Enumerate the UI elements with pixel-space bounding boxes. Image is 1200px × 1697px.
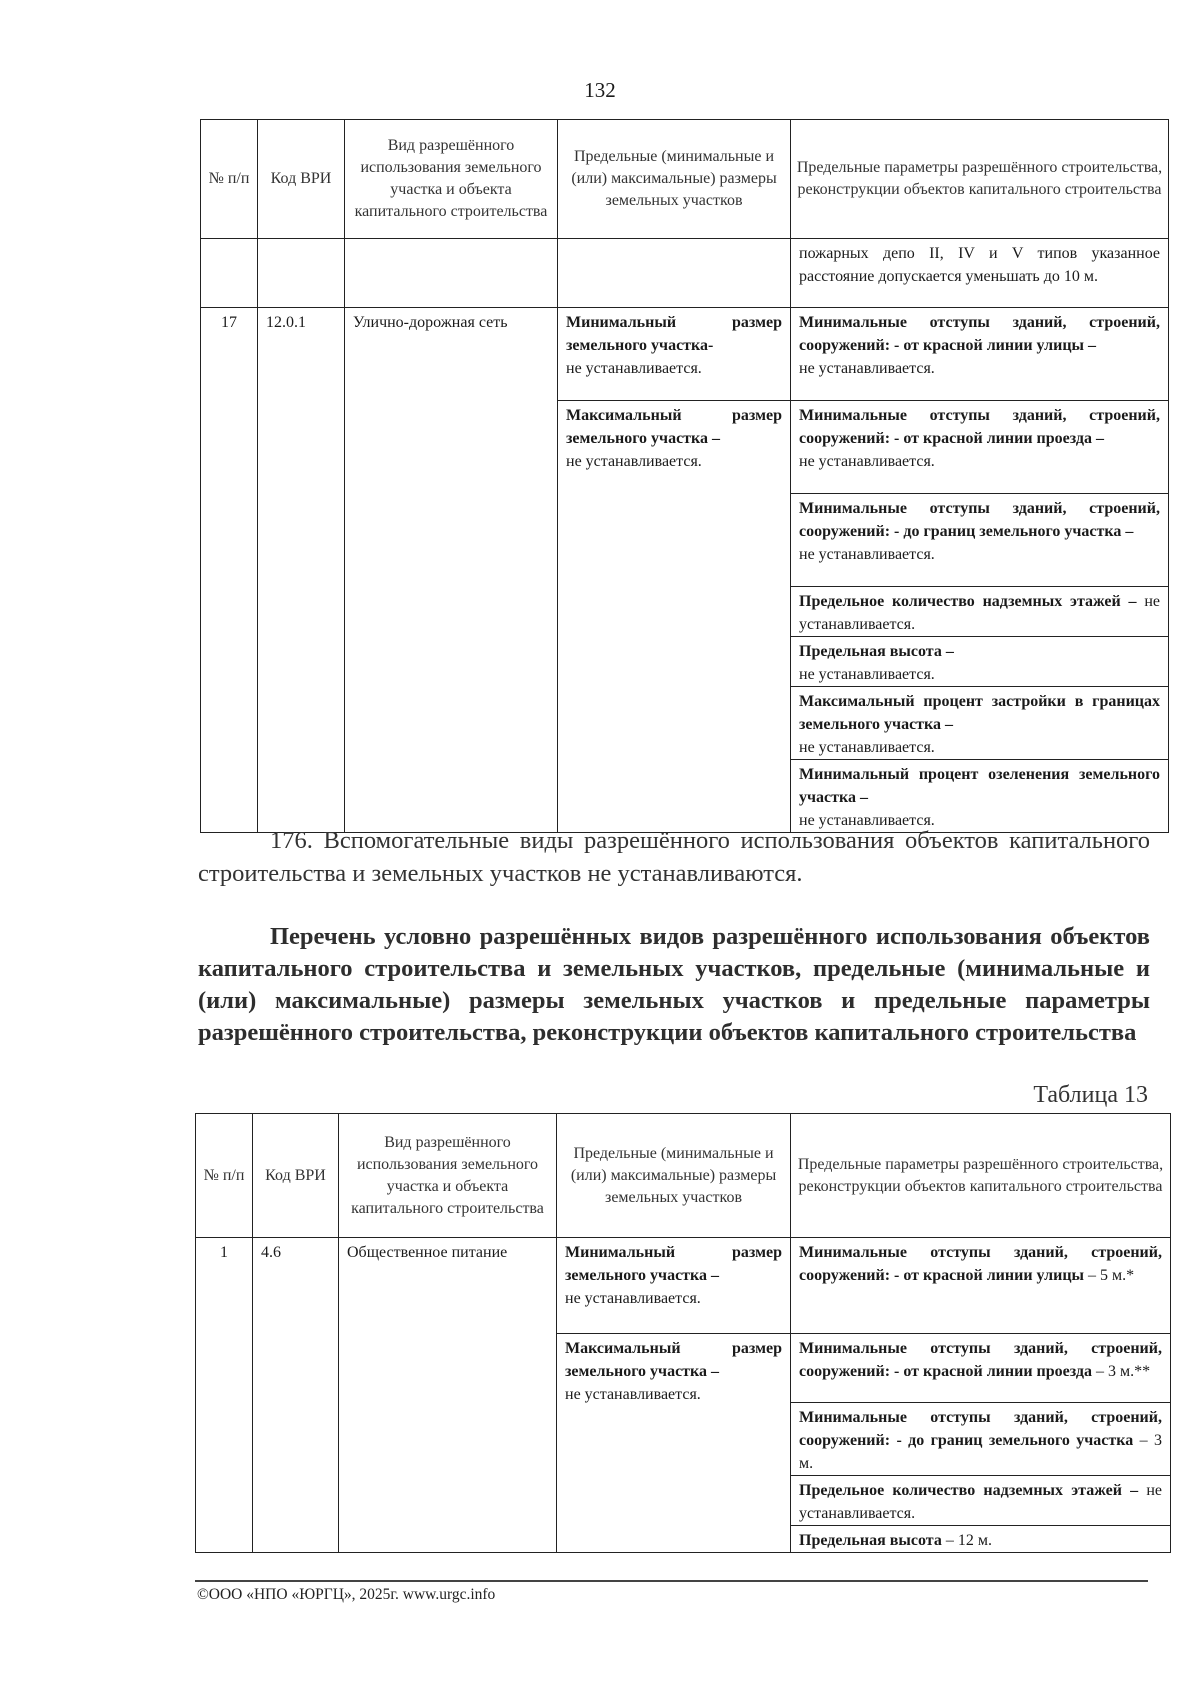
min-size-label: Минимальный размер земельного участка- xyxy=(566,314,782,354)
row-number: 17 xyxy=(201,308,258,833)
cell-empty xyxy=(201,239,258,308)
param-label: Минимальные отступы зданий, строений, сооружений: - от красной линии проезда – xyxy=(799,407,1160,447)
max-size-label: Максимальный размер земельного участка – xyxy=(565,1340,782,1380)
param-cell xyxy=(791,760,1169,833)
continuation-text: пожарных депо II, IV и V типов указанное расстояние допускается уменьшать до 10 м. xyxy=(791,239,1169,308)
col-header-num: № п/п xyxy=(201,120,258,239)
param-value: – 12 м. xyxy=(945,1532,992,1549)
param-label: Минимальные отступы зданий, строений, сооружений: - от красной линии проезда xyxy=(799,1340,1162,1380)
table-header-row xyxy=(201,120,1169,239)
table-header-row xyxy=(196,1114,1171,1238)
param-cell xyxy=(791,308,1169,401)
col-header-code: Код ВРИ xyxy=(253,1114,339,1238)
col-header-code: Код ВРИ xyxy=(258,120,345,239)
col-header-kind: Вид разрешённого использования земельного участка и объекта капитального строительства xyxy=(339,1114,557,1238)
param-cell xyxy=(791,1334,1171,1403)
param-value: не устанавливается. xyxy=(799,546,935,563)
param-value: – 3 м. xyxy=(799,1432,1163,1472)
col-header-kind: Вид разрешённого использования земельного участка и объекта капитального строительства xyxy=(345,120,558,239)
row-code: 4.6 xyxy=(253,1238,339,1553)
section-heading: Перечень условно разрешённых видов разрешённого использования объектов капитального строительства и земельных участков, предельные (минимальные и (или) максимальные) размеры земельных участков и предельные параметры разрешённого строительства, реконструкции объектов капитального строительства xyxy=(198,923,1150,1046)
param-value: не устанавливается. xyxy=(799,666,935,683)
param-cell xyxy=(791,1476,1171,1526)
min-size-label: Минимальный размер земельного участка – xyxy=(565,1244,782,1284)
param-label: Предельное количество надземных этажей – xyxy=(799,1482,1139,1499)
param-cell xyxy=(791,1238,1171,1334)
param-cell xyxy=(791,687,1169,760)
param-value: не устанавливается. xyxy=(799,453,935,470)
max-size-cell xyxy=(558,401,791,833)
param-label: Минимальный процент озеленения земельного участка – xyxy=(799,766,1160,806)
param-cell xyxy=(791,401,1169,494)
table-13 xyxy=(195,1113,1171,1553)
paragraph-176: 176. Вспомогательные виды разрешённого использования объектов капитального строительства и земельных участков не устанавливаются. xyxy=(198,827,1150,887)
param-value: – 3 м.** xyxy=(1096,1363,1151,1380)
min-size-cell xyxy=(558,308,791,401)
param-cell xyxy=(791,1403,1171,1476)
cell-empty xyxy=(258,239,345,308)
col-header-params: Предельные параметры разрешённого строительства, реконструкции объектов капитального строительства xyxy=(791,1114,1171,1238)
max-size-value: не устанавливается. xyxy=(565,1386,701,1403)
cell-empty xyxy=(558,239,791,308)
cell-empty xyxy=(345,239,558,308)
table-row-continuation xyxy=(201,239,1169,308)
col-header-sizes: Предельные (минимальные и (или) максимальные) размеры земельных участков xyxy=(558,120,791,239)
col-header-sizes: Предельные (минимальные и (или) максимальные) размеры земельных участков xyxy=(557,1114,791,1238)
param-label: Минимальные отступы зданий, строений, сооружений: - до границ земельного участка xyxy=(799,1409,1162,1449)
page-number: 132 xyxy=(584,78,616,102)
param-value: не устанавливается. xyxy=(799,739,935,756)
table-continuation xyxy=(200,119,1169,833)
row-kind-name: Общественное питание xyxy=(339,1238,557,1553)
param-label: Минимальные отступы зданий, строений, сооружений: - от красной линии улицы xyxy=(799,1244,1162,1284)
footer-divider xyxy=(195,1580,1148,1582)
min-size-cell xyxy=(557,1238,791,1334)
min-size-value: не устанавливается. xyxy=(566,360,702,377)
row-number: 1 xyxy=(196,1238,253,1553)
param-label: Максимальный процент застройки в границах земельного участка – xyxy=(799,693,1160,733)
param-label: Предельное количество надземных этажей – xyxy=(799,593,1137,610)
col-header-params: Предельные параметры разрешённого строительства, реконструкции объектов капитального строительства xyxy=(791,120,1169,239)
row-kind-name: Улично-дорожная сеть xyxy=(345,308,558,833)
param-cell xyxy=(791,587,1169,637)
table-row xyxy=(201,308,1169,401)
param-cell xyxy=(791,1526,1171,1553)
param-label: Минимальные отступы зданий, строений, сооружений: - до границ земельного участка – xyxy=(799,500,1160,540)
param-cell xyxy=(791,494,1169,587)
param-value: не устанавливается. xyxy=(799,360,935,377)
param-label: Предельная высота xyxy=(799,1532,942,1549)
max-size-value: не устанавливается. xyxy=(566,453,702,470)
param-label: Минимальные отступы зданий, строений, сооружений: - от красной линии улицы – xyxy=(799,314,1160,354)
min-size-value: не устанавливается. xyxy=(565,1290,701,1307)
max-size-cell xyxy=(557,1334,791,1553)
param-value: не устанавливается. xyxy=(799,1482,1162,1522)
param-value: не устанавливается. xyxy=(799,593,1161,633)
col-header-num: № п/п xyxy=(196,1114,253,1238)
param-label: Предельная высота – xyxy=(799,643,954,660)
table-label: Таблица 13 xyxy=(1033,1082,1148,1108)
param-value: – 5 м.* xyxy=(1088,1267,1135,1284)
footer-copyright: ©ООО «НПО «ЮРГЦ», 2025г. www.urgc.info xyxy=(197,1586,496,1603)
table-row xyxy=(196,1238,1171,1334)
max-size-label: Максимальный размер земельного участка – xyxy=(566,407,782,447)
row-code: 12.0.1 xyxy=(258,308,345,833)
param-value: не устанавливается. xyxy=(799,812,935,829)
param-cell xyxy=(791,637,1169,687)
